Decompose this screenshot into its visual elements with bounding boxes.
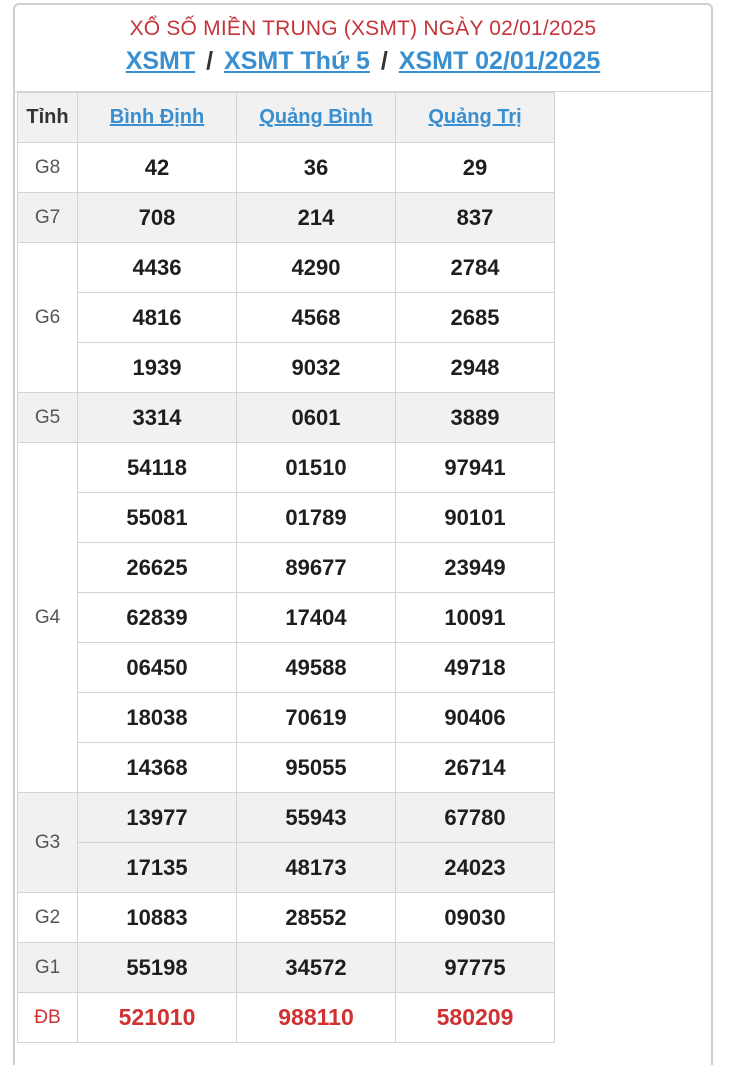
province-column-header: Tỉnh (18, 93, 78, 143)
table-header-row (18, 93, 555, 143)
prize-number: 49588 (237, 643, 396, 693)
prize-number: 55081 (78, 493, 237, 543)
prize-number: 06450 (78, 643, 237, 693)
prize-number: 1939 (78, 343, 237, 393)
prize-number: 214 (237, 193, 396, 243)
prize-number: 0601 (237, 393, 396, 443)
prize-row-g1 (18, 943, 555, 993)
prize-number: 42 (78, 143, 237, 193)
prize-row-g6 (18, 293, 555, 343)
special-prize-number: 988110 (237, 993, 396, 1043)
prize-number: 3889 (396, 393, 555, 443)
prize-label: ĐB (18, 993, 78, 1043)
prize-number: 01510 (237, 443, 396, 493)
prize-number: 14368 (78, 743, 237, 793)
prize-number: 837 (396, 193, 555, 243)
prize-row-g4 (18, 493, 555, 543)
prize-row-g4 (18, 543, 555, 593)
prize-number: 90101 (396, 493, 555, 543)
prize-number: 29 (396, 143, 555, 193)
prize-number: 18038 (78, 693, 237, 743)
prize-number: 01789 (237, 493, 396, 543)
prize-number: 62839 (78, 593, 237, 643)
prize-row-g7 (18, 193, 555, 243)
prize-number: 2784 (396, 243, 555, 293)
prize-number: 26625 (78, 543, 237, 593)
prize-number: 708 (78, 193, 237, 243)
prize-number: 10883 (78, 893, 237, 943)
prize-label: G8 (18, 143, 78, 193)
xsmt-date-link[interactable]: XSMT 02/01/2025 (398, 47, 601, 75)
prize-row-g6 (18, 243, 555, 293)
prize-row-g4 (18, 643, 555, 693)
prize-row-g4 (18, 743, 555, 793)
prize-number: 4568 (237, 293, 396, 343)
prize-row-g3 (18, 843, 555, 893)
breadcrumb-separator: / (380, 47, 388, 75)
results-header (15, 5, 711, 92)
prize-number: 97775 (396, 943, 555, 993)
province-header (237, 93, 396, 143)
prize-row-g6 (18, 343, 555, 393)
prize-label: G1 (18, 943, 78, 993)
prize-number: 90406 (396, 693, 555, 743)
page-title: XỔ SỐ MIỀN TRUNG (XSMT) NGÀY 02/01/2025 (129, 17, 597, 40)
prize-number: 55198 (78, 943, 237, 993)
breadcrumb-separator: / (206, 47, 214, 75)
prize-label: G2 (18, 893, 78, 943)
prize-number: 67780 (396, 793, 555, 843)
prize-number: 36 (237, 143, 396, 193)
province-header (78, 93, 237, 143)
prize-number: 89677 (237, 543, 396, 593)
breadcrumb (15, 47, 711, 76)
prize-row-g3 (18, 793, 555, 843)
prize-number: 28552 (237, 893, 396, 943)
prize-row-g2 (18, 893, 555, 943)
prize-number: 4816 (78, 293, 237, 343)
special-prize-number: 521010 (78, 993, 237, 1043)
prize-number: 54118 (78, 443, 237, 493)
xsmt-thu5-link[interactable]: XSMT Thứ 5 (224, 47, 370, 75)
prize-number: 55943 (237, 793, 396, 843)
prize-number: 09030 (396, 893, 555, 943)
prize-number: 26714 (396, 743, 555, 793)
prize-label: G6 (18, 243, 78, 393)
prize-number: 17404 (237, 593, 396, 643)
prize-number: 13977 (78, 793, 237, 843)
prize-row-special (18, 993, 555, 1043)
province-header (396, 93, 555, 143)
prize-label: G3 (18, 793, 78, 893)
prize-number: 2685 (396, 293, 555, 343)
province-link-quang-binh[interactable]: Quảng Bình (259, 106, 373, 128)
prize-number: 34572 (237, 943, 396, 993)
prize-number: 23949 (396, 543, 555, 593)
prize-number: 2948 (396, 343, 555, 393)
prize-row-g4 (18, 443, 555, 493)
prize-number: 70619 (237, 693, 396, 743)
province-link-quang-tri[interactable]: Quảng Trị (428, 106, 522, 128)
xsmt-link[interactable]: XSMT (125, 47, 196, 75)
prize-number: 49718 (396, 643, 555, 693)
prize-number: 4290 (237, 243, 396, 293)
prize-label: G5 (18, 393, 78, 443)
prize-row-g5 (18, 393, 555, 443)
prize-number: 24023 (396, 843, 555, 893)
prize-number: 10091 (396, 593, 555, 643)
prize-row-g4 (18, 693, 555, 743)
prize-number: 4436 (78, 243, 237, 293)
special-prize-number: 580209 (396, 993, 555, 1043)
prize-label: G4 (18, 443, 78, 793)
prize-number: 48173 (237, 843, 396, 893)
prize-number: 3314 (78, 393, 237, 443)
prize-number: 9032 (237, 343, 396, 393)
prize-number: 95055 (237, 743, 396, 793)
prize-number: 97941 (396, 443, 555, 493)
results-table (17, 92, 555, 1043)
prize-row-g4 (18, 593, 555, 643)
province-link-binh-dinh[interactable]: Bình Định (109, 106, 205, 128)
prize-label: G7 (18, 193, 78, 243)
prize-row-g8 (18, 143, 555, 193)
prize-number: 17135 (78, 843, 237, 893)
